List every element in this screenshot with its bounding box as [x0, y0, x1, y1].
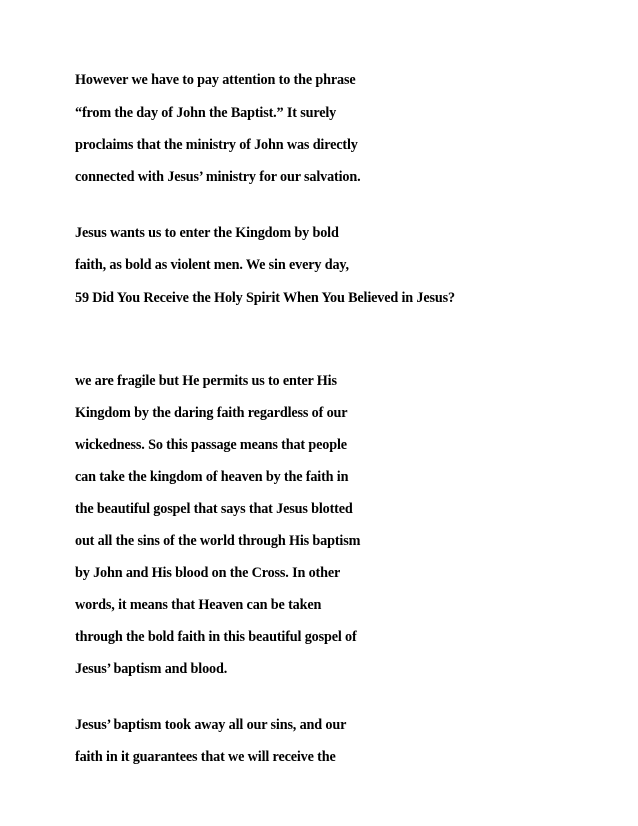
- text-line: connected with Jesus’ ministry for our salvation.: [75, 169, 361, 185]
- text-line: the beautiful gospel that says that Jesus blotted: [75, 501, 353, 517]
- text-line: by John and His blood on the Cross. In other: [75, 565, 341, 581]
- text-line: we are fragile but He permits us to enter His: [75, 373, 337, 389]
- text-line: Jesus wants us to enter the Kingdom by bold: [75, 225, 339, 241]
- text-line: proclaims that the ministry of John was directly: [75, 137, 358, 153]
- text-line: out all the sins of the world through His baptism: [75, 533, 361, 549]
- text-line: Kingdom by the daring faith regardless of our: [75, 405, 348, 421]
- page-footer: 59 Did You Receive the Holy Spirit When You Believed in Jesus?: [75, 290, 455, 306]
- text-line: through the bold faith in this beautiful gospel of: [75, 629, 357, 645]
- text-line: “from the day of John the Baptist.” It surely: [75, 105, 337, 121]
- text-line: faith in it guarantees that we will receive the: [75, 749, 336, 765]
- text-line: Jesus’ baptism took away all our sins, and our: [75, 717, 347, 733]
- text-line: However we have to pay attention to the phrase: [75, 72, 356, 88]
- text-line: faith, as bold as violent men. We sin every day,: [75, 257, 349, 273]
- text-line: Jesus’ baptism and blood.: [75, 661, 228, 677]
- text-line: wickedness. So this passage means that people: [75, 437, 347, 453]
- text-line: can take the kingdom of heaven by the faith in: [75, 469, 349, 485]
- text-line: words, it means that Heaven can be taken: [75, 597, 322, 613]
